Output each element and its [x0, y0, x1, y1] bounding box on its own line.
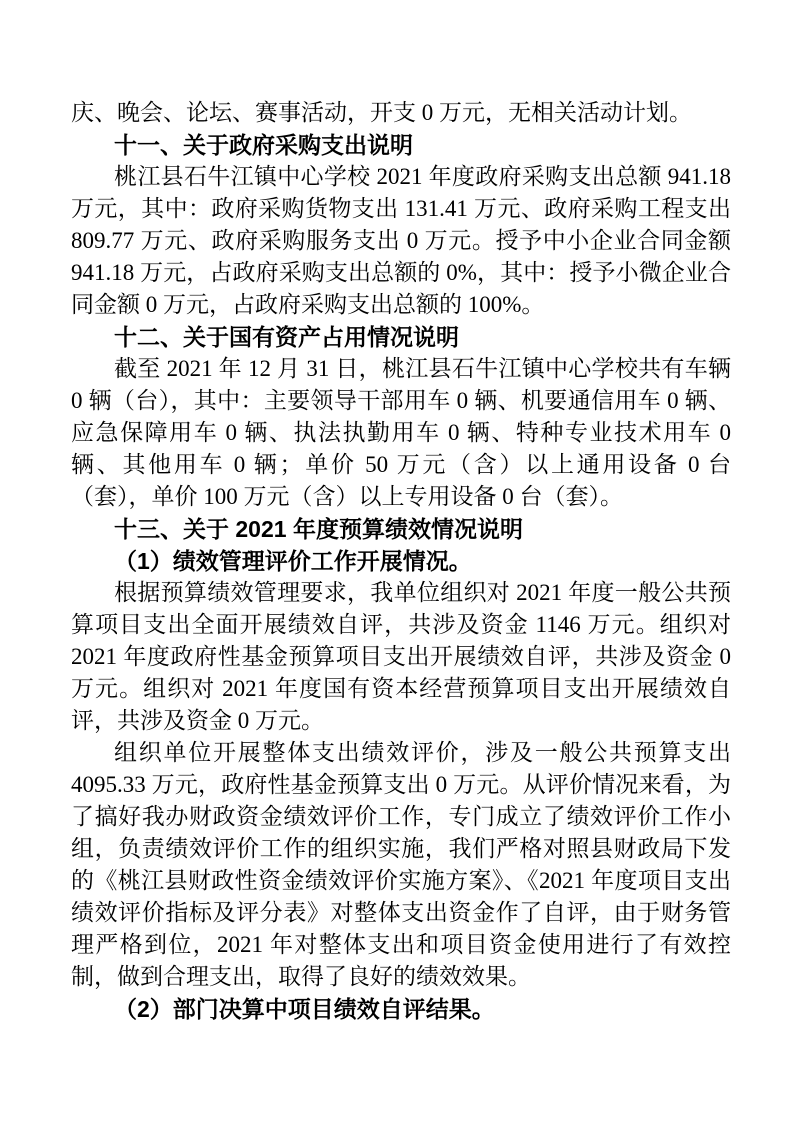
paragraph-continuation: 庆、晚会、论坛、赛事活动，开支 0 万元，无相关活动计划。	[71, 100, 692, 125]
document-text-block	[71, 97, 731, 1025]
paragraph-procurement-detail: 桃江县石牛江镇中心学校 2021 年度政府采购支出总额 941.18 万元，其中：政府采购货物支出 131.41 万元、政府采购工程支出 809.77 万元、政府采购服务支出 0 万元。授予中小企业合同金额 941.18 万元，占政府采购支出总额的 0%，其中：授予小微企业合同金额 0 万元，占政府采购支出总额的 100%。	[71, 164, 731, 317]
paragraph-state-assets-detail: 截至 2021 年 12 月 31 日，桃江县石牛江镇中心学校共有车辆 0 辆（台），其中：主要领导干部用车 0 辆、机要通信用车 0 辆、应急保障用车 0 辆、执法执勤用车 0 辆、特种专业技术用车 0 辆、其他用车 0 辆；单价 50 万元（含）以上通用设备 0 台（套），单价 100 万元（含）以上专用设备 0 台（套）。	[71, 356, 732, 509]
section-heading-13-budget-performance: 十三、关于 2021 年度预算绩效情况说明	[114, 516, 523, 542]
paragraph-overall-evaluation-detail: 组织单位开展整体支出绩效评价，涉及一般公共预算支出 4095.33 万元，政府性基金预算支出 0 万元。从评价情况来看，为了搞好我办财政资金绩效评价工作，专门成立了绩效评价工作小组，负责绩效评价工作的组织实施，我们严格对照县财政局下发的《桃江县财政性资金绩效评价实施方案》、《2021 年度项目支出绩效评价指标及评分表》对整体支出资金作了自评，由于财务管理严格到位，2021 年对整体支出和项目资金使用进行了有效控制，做到合理支出，取得了良好的绩效效果。	[71, 740, 731, 989]
section-heading-11-government-procurement: 十一、关于政府采购支出说明	[114, 132, 413, 158]
sub-heading-2-self-evaluation-results: （2）部门决算中项目绩效自评结果。	[114, 996, 495, 1022]
paragraph-self-evaluation-scope: 根据预算绩效管理要求，我单位组织对 2021 年度一般公共预算项目支出全面开展绩效自评，共涉及资金 1146 万元。组织对 2021 年度政府性基金预算项目支出开展绩效自评，共涉及资金 0 万元。组织对 2021 年度国有资本经营预算项目支出开展绩效自评，共涉及资金 0 万元。	[71, 580, 731, 733]
section-heading-12-state-assets: 十二、关于国有资产占用情况说明	[114, 324, 459, 350]
sub-heading-1-performance-evaluation: （1）绩效管理评价工作开展情况。	[114, 548, 472, 574]
